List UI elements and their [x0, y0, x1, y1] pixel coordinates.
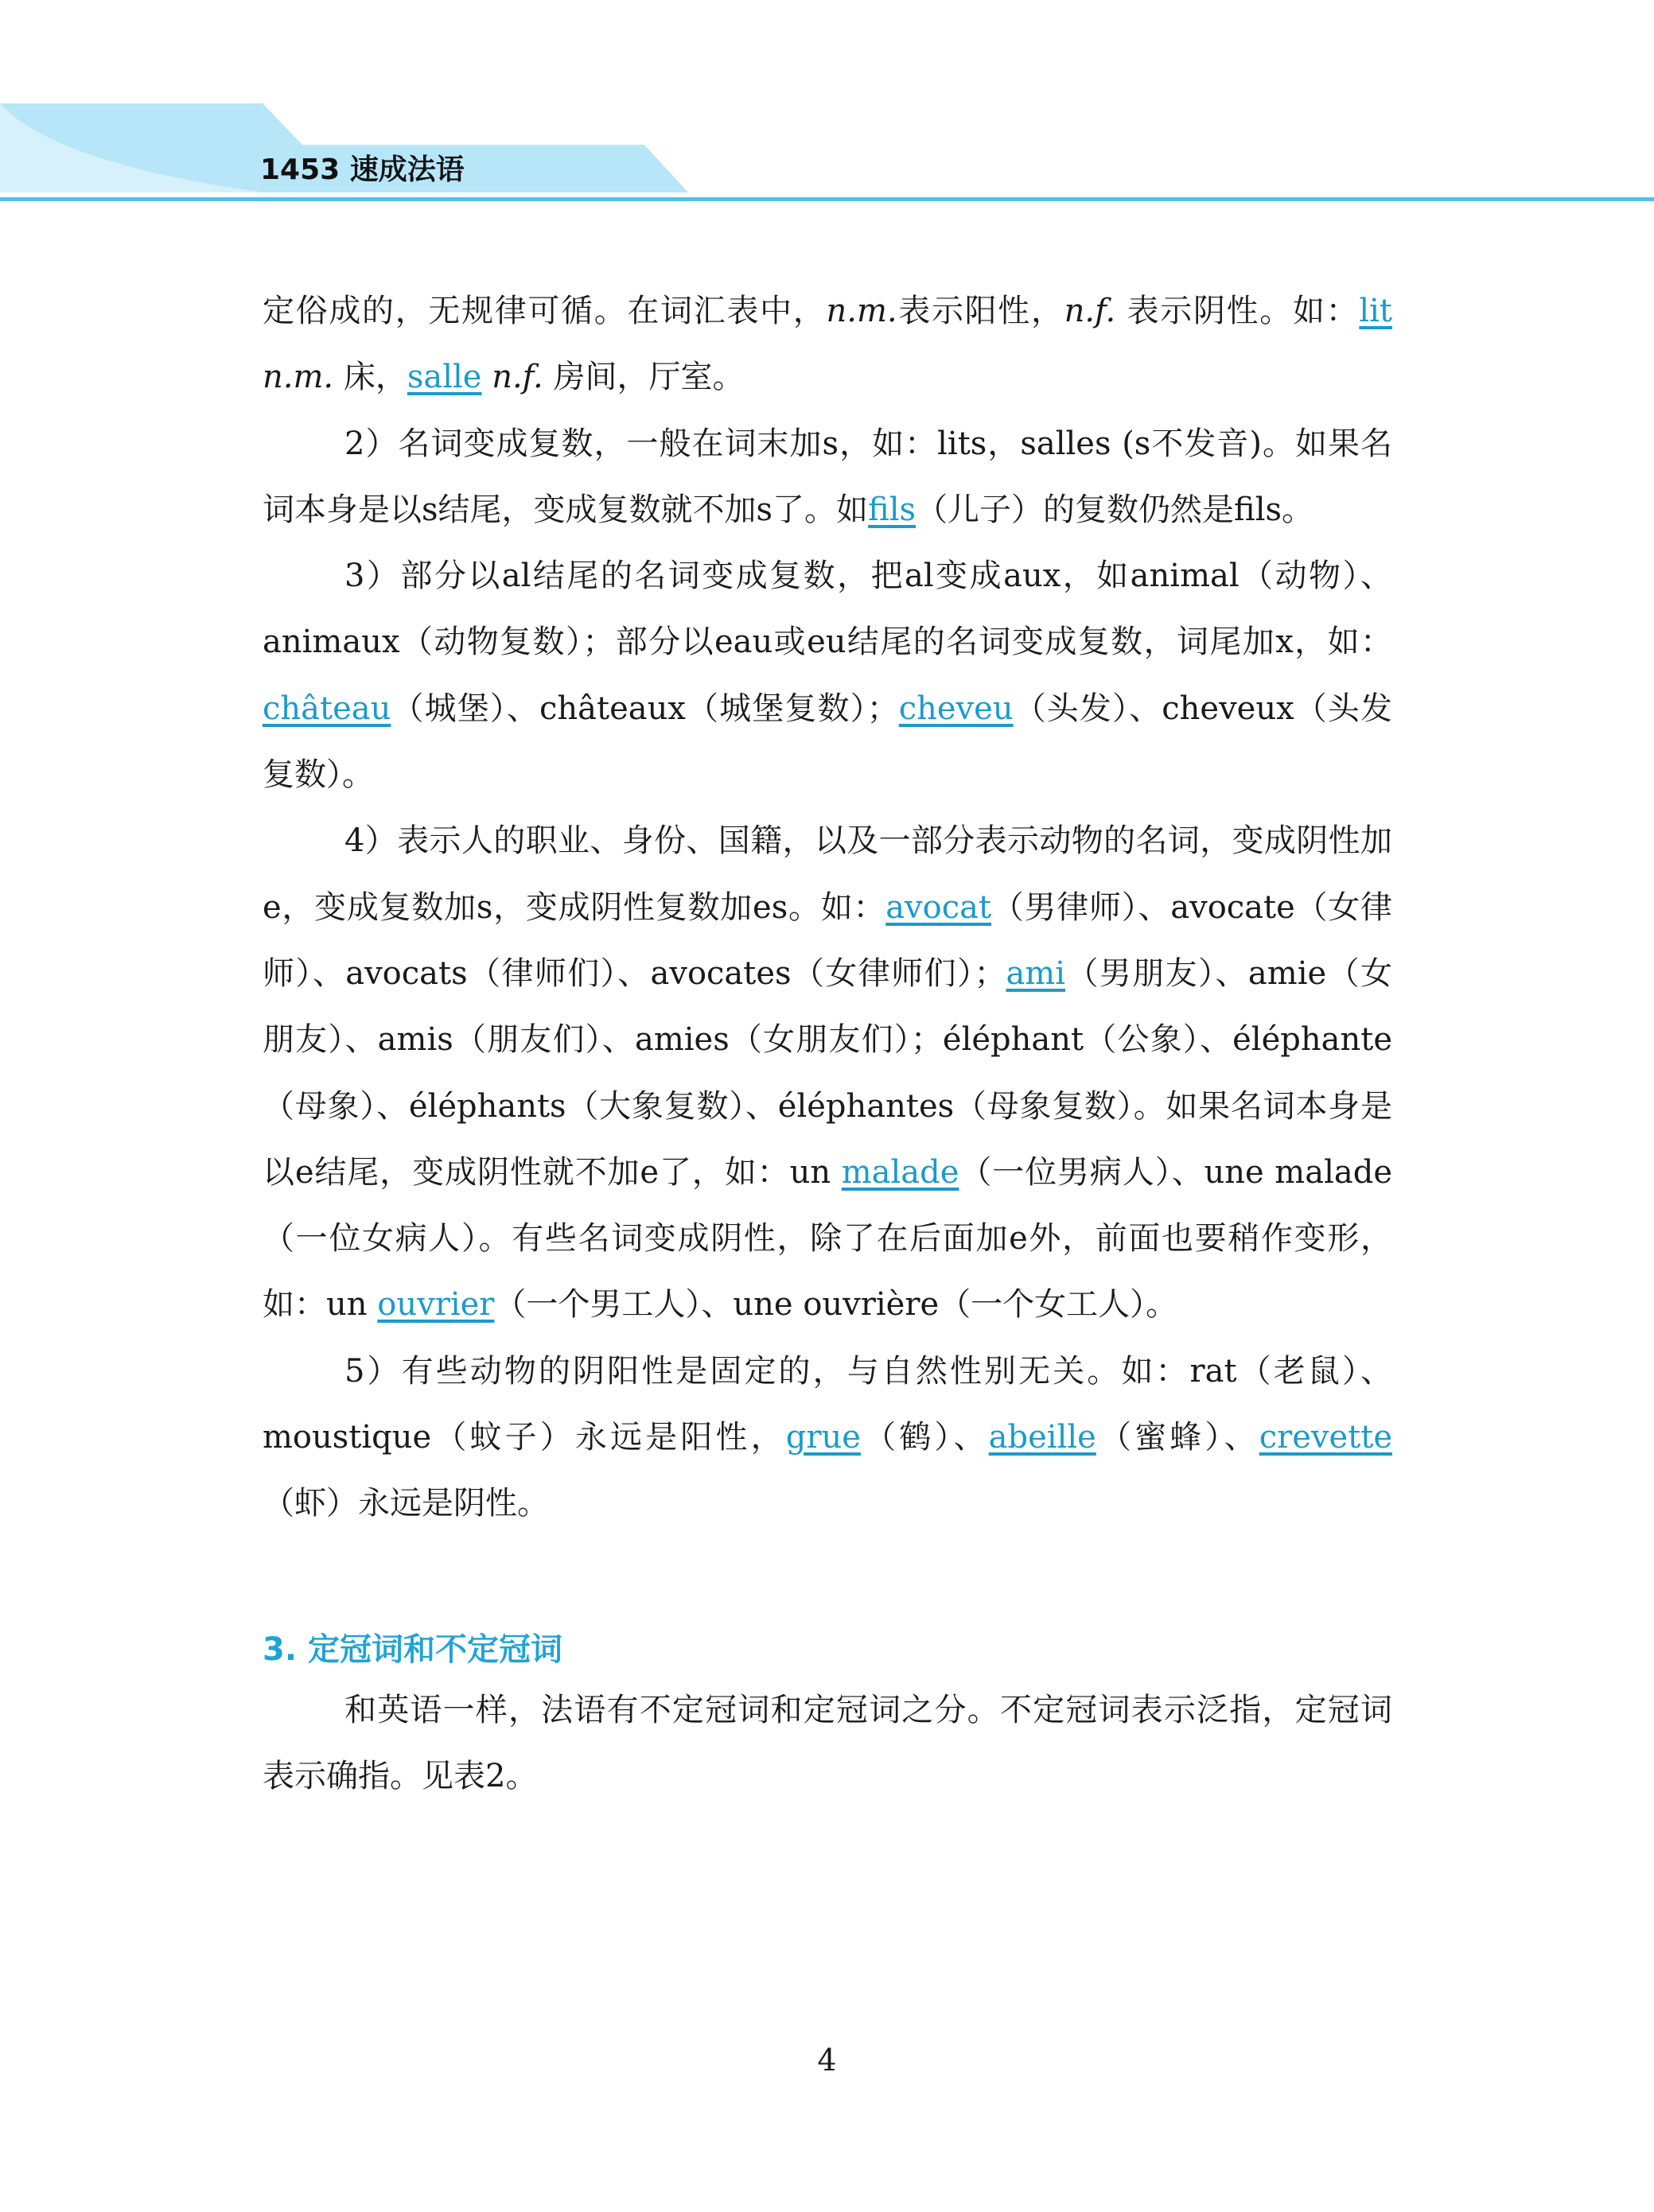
text-run: 表示阴性。如：	[1115, 293, 1360, 329]
text-run: （蜜蜂）、	[1096, 1419, 1259, 1456]
paragraph-articles: 和英语一样，法语有不定冠词和定冠词之分。不定冠词表示泛指，定冠词表示确指。见表2。	[263, 1691, 1392, 1794]
vocab-link-malade[interactable]: malade	[841, 1153, 959, 1191]
text-run: 2）名词变成复数，一般在词末加s，如：lits，salles (s不发音)。如果名词本身是以s结尾，变成复数就不加s了。如	[263, 425, 1392, 528]
vocab-link-ouvrier[interactable]: ouvrier	[377, 1286, 495, 1324]
text-run	[481, 359, 492, 395]
text-run: （男律师）、avocate（女律师）、avocats（律师们）、avocates（女律师们）；	[263, 888, 1392, 992]
text-run: 房间，厅室。	[543, 359, 745, 396]
text-run: （男朋友）、amie（女朋友）、amis（朋友们）、amies（女朋友们）；éléphant（公象）、éléphante（母象）、éléphants（大象复数）、éléphantes（母象复数）。如果名词本身是以e结尾，变成阴性就不加e了，如：un	[263, 954, 1392, 1191]
abbrev-nm: n.m.	[263, 359, 334, 396]
page-header	[0, 0, 1654, 215]
abbrev-nf: n.f.	[1064, 293, 1116, 329]
vocab-link-cheveu[interactable]: cheveu	[898, 690, 1014, 727]
paragraph-continued	[263, 278, 1392, 411]
vocab-link-chateau[interactable]: château	[263, 690, 391, 727]
vocab-link-grue[interactable]: grue	[785, 1419, 861, 1456]
text-run: 3）部分以al结尾的名词变成复数，把al变成aux，如animal（动物）、animaux（动物复数）；部分以eau或eu结尾的名词变成复数，词尾加x，如：	[263, 558, 1392, 661]
paragraph-rule-4	[263, 808, 1392, 1338]
header-decoration	[0, 0, 1654, 215]
page-body	[263, 278, 1392, 1810]
paragraph-rule-3	[263, 543, 1392, 808]
vocab-link-abeille[interactable]: abeille	[988, 1419, 1096, 1456]
text-run: （鹤）、	[860, 1419, 989, 1456]
vocab-link-fils[interactable]: fils	[868, 491, 917, 528]
paragraph-rule-2	[263, 411, 1392, 544]
page-number: 4	[817, 2043, 837, 2078]
vocab-link-salle[interactable]: salle	[407, 359, 482, 396]
abbrev-nm: n.m.	[826, 293, 897, 329]
paragraph-rule-5	[263, 1339, 1392, 1538]
vocab-link-crevette[interactable]: crevette	[1259, 1419, 1393, 1456]
text-run: 4）表示人的职业、身份、国籍，以及一部分表示动物的名词，变成阴性加e，变成复数加s，变成阴性复数加es。如：	[263, 822, 1392, 926]
text-run: 定俗成的，无规律可循。在词汇表中，	[263, 293, 827, 329]
text-run: （一位男病人）、une malade（一位女病人）。有些名词变成阴性，除了在后面加e外，前面也要稍作变形，如：un	[263, 1153, 1392, 1324]
abbrev-nf: n.f.	[492, 359, 543, 396]
text-run: （虾）永远是阴性。	[263, 1485, 549, 1522]
text-run: （儿子）的复数仍然是fils。	[916, 491, 1314, 528]
vocab-link-avocat[interactable]: avocat	[885, 888, 992, 926]
text-run: （一个男工人）、une ouvrière（一个女工人）。	[494, 1286, 1178, 1324]
section-heading: 3. 定冠词和不定冠词	[263, 1631, 562, 1668]
vocab-link-lit[interactable]: lit	[1359, 293, 1393, 329]
header-rule	[0, 197, 1654, 201]
book-title: 1453 速成法语	[260, 154, 465, 186]
text-run: 床，	[333, 359, 407, 396]
text-run: （城堡）、châteaux（城堡复数）；	[391, 690, 899, 727]
text-run: （头发）、cheveux（头发复数）。	[263, 690, 1392, 794]
text-run: 5）有些动物的阴阳性是固定的，与自然性别无关。如：rat（老鼠）、moustique（蚊子）永远是阳性，	[263, 1352, 1392, 1456]
text-run: 表示阳性，	[897, 293, 1064, 329]
vocab-link-ami[interactable]: ami	[1006, 954, 1066, 992]
